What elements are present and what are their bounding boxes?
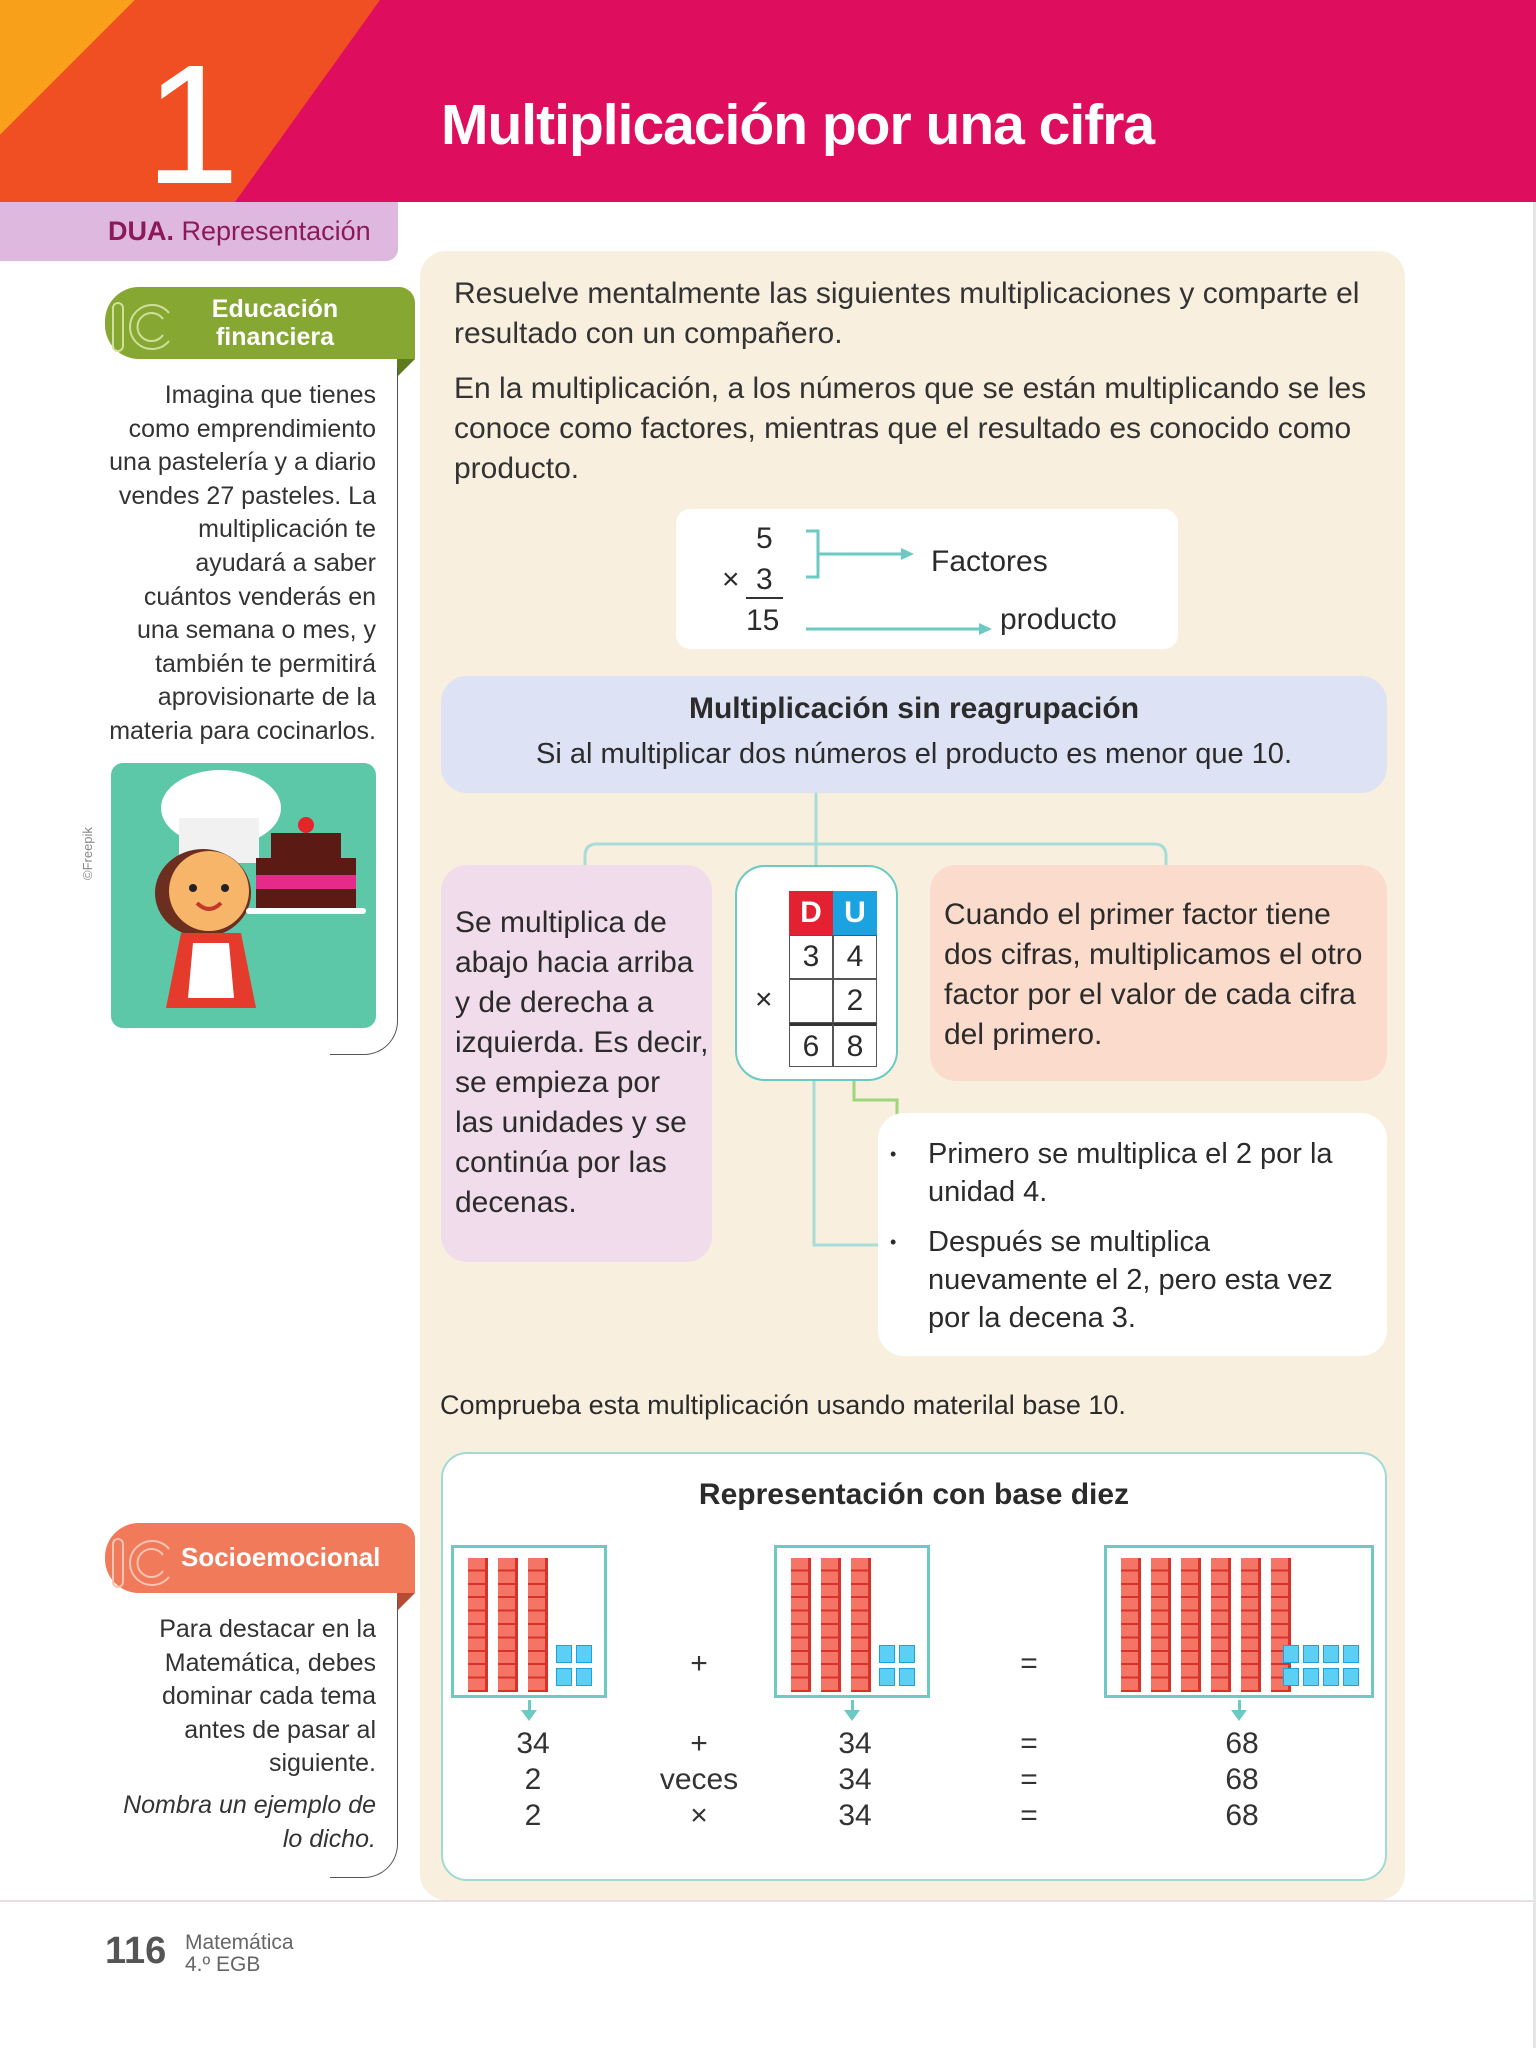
financial-text xyxy=(90,379,376,749)
footer-subject-name: Matemática xyxy=(185,1931,294,1954)
financial-tab xyxy=(105,287,415,359)
unit-cube xyxy=(879,1645,895,1663)
cell-tens-2 xyxy=(789,979,833,1023)
factors-label: Factores xyxy=(931,545,1048,578)
unit-cube xyxy=(1343,1668,1359,1686)
image-credit: ©Freepik xyxy=(80,827,95,880)
equation-cell: veces xyxy=(659,1763,739,1796)
product-label: producto xyxy=(1000,603,1117,636)
text-line: ayudará a saber xyxy=(195,548,376,577)
text-line: cuántos venderás en xyxy=(143,582,376,611)
text-line: producto. xyxy=(454,452,580,485)
plus-sign: + xyxy=(690,1647,708,1680)
text-line: se empieza por xyxy=(455,1066,661,1099)
unit-cube xyxy=(576,1645,592,1663)
page-number: 116 xyxy=(105,1930,167,1972)
socio-tab-label: Socioemocional xyxy=(181,1542,381,1572)
equation-cell: 68 xyxy=(1225,1763,1259,1796)
equation-cell: × xyxy=(690,1799,708,1832)
equation-cell: = xyxy=(1020,1799,1038,1832)
text-line: dominar cada tema xyxy=(161,1682,376,1711)
product: 15 xyxy=(746,604,780,637)
ten-rod xyxy=(468,1558,488,1692)
text-line: dos cifras, multiplicamos el otro xyxy=(944,938,1363,971)
dua-text: Representación xyxy=(174,216,371,246)
text-line: abajo hacia arriba xyxy=(455,946,694,979)
place-value-table xyxy=(735,865,898,1081)
text-line: factor por el valor de cada cifra xyxy=(944,978,1356,1011)
tab-fold xyxy=(397,359,415,377)
arrow-down-icon xyxy=(1231,1700,1247,1722)
chapter-number: 1 xyxy=(145,30,240,202)
arrow-down-icon xyxy=(844,1700,860,1722)
ten-rod xyxy=(1121,1558,1141,1692)
base-ten-group xyxy=(1104,1545,1374,1698)
financial-tab-label-1: Educación xyxy=(211,295,339,323)
step-line: • Después se multiplica xyxy=(928,1226,1211,1258)
socio-tab xyxy=(105,1523,415,1593)
step-line: nuevamente el 2, pero esta vez xyxy=(928,1264,1333,1296)
base-ten-title: Representación con base diez xyxy=(698,1478,1130,1511)
times-sign: × xyxy=(755,983,773,1016)
unit-cube xyxy=(879,1668,895,1686)
dua-bold: DUA. xyxy=(108,216,174,246)
concept-box xyxy=(441,676,1387,793)
footer-divider xyxy=(0,1900,1533,1902)
text-line: Para destacar en la xyxy=(159,1615,376,1643)
text-line: materia para cocinarlos. xyxy=(109,716,376,745)
factor-2: 3 xyxy=(746,563,783,599)
equation-cell: 34 xyxy=(838,1763,872,1796)
chef-girl-illustration xyxy=(111,763,376,1028)
ic-logo-icon xyxy=(109,1537,179,1589)
step-line: por la decena 3. xyxy=(928,1302,1136,1334)
base-ten-group xyxy=(774,1545,930,1698)
ten-rod xyxy=(851,1558,871,1692)
step-line: • Primero se multiplica el 2 por la xyxy=(928,1138,1333,1170)
unit-cube xyxy=(1323,1668,1339,1686)
equation-cell: 2 xyxy=(524,1763,542,1796)
text-line: una pastelería y a diario xyxy=(109,448,376,477)
equals-sign: = xyxy=(1020,1647,1038,1680)
text-line: continúa por las xyxy=(455,1146,667,1179)
page-title: Multiplicación por una cifra xyxy=(441,93,1155,157)
unit-cube xyxy=(899,1668,915,1686)
equation-cell: = xyxy=(1020,1763,1038,1796)
cell-units-result: 8 xyxy=(833,1023,877,1067)
text-line: como emprendimiento xyxy=(128,414,376,443)
ten-rod xyxy=(1181,1558,1201,1692)
cell-tens-1: 3 xyxy=(789,935,833,979)
text-line: lo dicho. xyxy=(282,1824,376,1853)
text-line: conoce como factores, mientras que el resultado es conocido como xyxy=(454,412,1352,445)
ic-logo-icon xyxy=(109,301,179,353)
unit-cube xyxy=(576,1668,592,1686)
ten-rod xyxy=(498,1558,518,1692)
equation-cell: 2 xyxy=(524,1799,542,1832)
step-item xyxy=(878,1135,1387,1211)
base-ten-group xyxy=(451,1545,607,1698)
factor-example xyxy=(676,509,1178,649)
intro-text xyxy=(454,274,1359,354)
concept-subtitle: Si al multiplicar dos números el producto es menor que 10. xyxy=(536,738,1292,770)
ten-rod xyxy=(791,1558,811,1692)
text-line: Se multiplica de xyxy=(455,906,667,939)
footer-grade: 4.º EGB xyxy=(185,1953,261,1976)
ten-rod xyxy=(1241,1558,1261,1692)
text-line: En la multiplicación, a los números que se están multiplicando se les xyxy=(454,372,1367,405)
right-note xyxy=(930,865,1387,1081)
check-text: Comprueba esta multiplicación usando materilal base 10. xyxy=(440,1390,1126,1420)
text-line: Nombra un ejemplo de xyxy=(123,1790,376,1819)
cell-units-2: 2 xyxy=(833,979,877,1023)
unit-cube xyxy=(556,1668,572,1686)
times-sign: × xyxy=(722,563,740,596)
text-line: antes de pasar al xyxy=(184,1715,376,1744)
text-line: Matemática, debes xyxy=(164,1648,376,1677)
chapter-header xyxy=(0,0,1536,202)
footer-subject xyxy=(185,1932,294,1976)
text-line: aprovisionarte de la xyxy=(157,683,376,712)
equation-cell: + xyxy=(690,1727,708,1760)
text-line: y de derecha a xyxy=(455,986,654,1019)
equation-cell: = xyxy=(1020,1727,1038,1760)
unit-cube xyxy=(1303,1645,1319,1663)
cell-units-1: 4 xyxy=(833,935,877,979)
left-note xyxy=(441,865,712,1262)
concept-title: Multiplicación sin reagrupación xyxy=(688,692,1140,725)
text-line: resultado con un compañero. xyxy=(454,317,843,350)
equation-cell: 68 xyxy=(1225,1799,1259,1832)
text-line: las unidades y se xyxy=(455,1106,687,1139)
ten-rod xyxy=(821,1558,841,1692)
socio-text xyxy=(90,1613,376,1856)
unit-cube xyxy=(1283,1645,1299,1663)
unit-cube xyxy=(1283,1668,1299,1686)
unit-cube xyxy=(1323,1645,1339,1663)
ten-rod xyxy=(528,1558,548,1692)
text-line: siguiente. xyxy=(268,1749,376,1778)
text-line: Imagina que tienes xyxy=(164,381,376,409)
tab-fold xyxy=(397,1593,415,1611)
text-line: izquierda. Es decir, xyxy=(455,1026,709,1059)
unit-cube xyxy=(1303,1668,1319,1686)
equation-cell: 34 xyxy=(838,1799,872,1832)
text-line: una semana o mes, y xyxy=(136,616,376,645)
ten-rod xyxy=(1211,1558,1231,1692)
ten-rod xyxy=(1151,1558,1171,1692)
dua-label xyxy=(0,202,398,261)
text-line: decenas. xyxy=(455,1186,577,1219)
header-units: U xyxy=(833,891,877,935)
text-line: multiplicación te xyxy=(198,515,376,544)
header-tens: D xyxy=(789,891,833,935)
equation-cell: 34 xyxy=(516,1727,550,1760)
financial-tab-label-2: financiera xyxy=(215,323,335,351)
unit-cube xyxy=(899,1645,915,1663)
cell-tens-result: 6 xyxy=(789,1023,833,1067)
equation-cell: 68 xyxy=(1225,1727,1259,1760)
arrow-down-icon xyxy=(521,1700,537,1722)
steps-box xyxy=(878,1113,1387,1356)
text-line: Cuando el primer factor tiene xyxy=(944,898,1331,931)
text-line: del primero. xyxy=(944,1018,1103,1051)
unit-cube xyxy=(556,1645,572,1663)
step-line: unidad 4. xyxy=(928,1176,1048,1208)
text-line: Resuelve mentalmente las siguientes multiplicaciones y comparte el xyxy=(454,277,1360,310)
step-item xyxy=(878,1223,1387,1337)
text-line: vendes 27 pasteles. La xyxy=(118,481,376,510)
unit-cube xyxy=(1343,1645,1359,1663)
definition-text xyxy=(454,369,1366,489)
factor-1: 5 xyxy=(756,522,773,555)
equation-cell: 34 xyxy=(838,1727,872,1760)
text-line: también te permitirá xyxy=(155,649,376,678)
